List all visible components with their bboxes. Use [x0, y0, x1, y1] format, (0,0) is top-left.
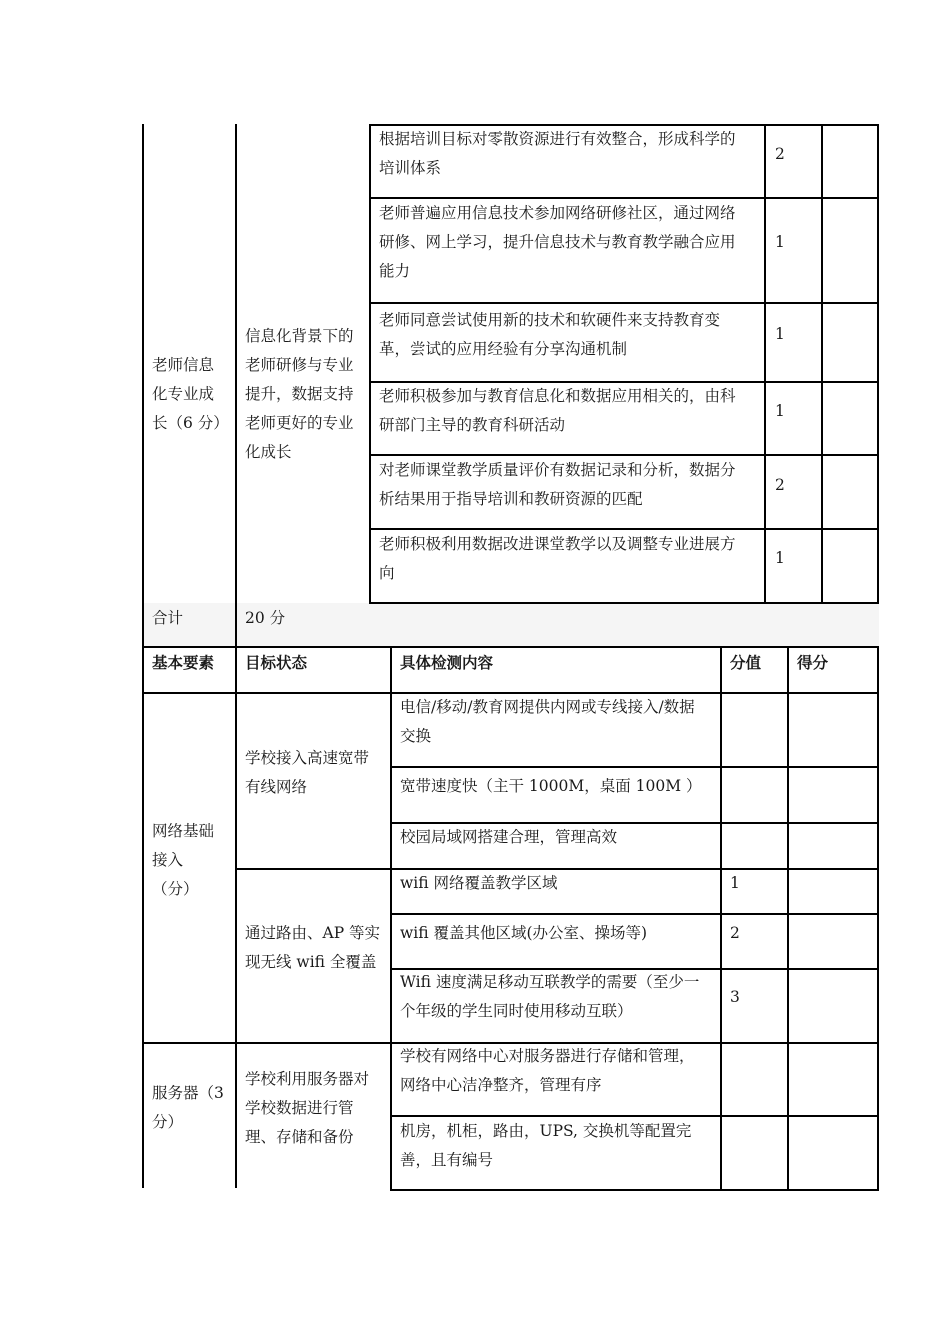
content-cell: [400, 1042, 695, 1100]
server-element-cell: [152, 1079, 224, 1137]
element-text-line: 分）: [152, 1113, 184, 1131]
target-text-line: 学校接入高速宽带: [245, 749, 370, 767]
content-line: 宽带速度快（主干 1000M，桌面 100M ）: [400, 777, 702, 795]
content-cell: [400, 1117, 691, 1175]
element-text-line: 服务器（3: [152, 1084, 224, 1102]
content-line: 网络中心洁净整齐，管理有序: [400, 1076, 602, 1094]
content-line: 交换: [400, 727, 432, 745]
target-text-line: 老师研修与专业: [245, 356, 354, 374]
content-line: 机房，机柜，路由，UPS, 交换机等配置完: [400, 1122, 692, 1140]
content-line: 培训体系: [379, 159, 442, 177]
score-cell: 1: [775, 233, 785, 251]
content-line: 电信/移动/教育网提供内网或专线接入/数据: [400, 698, 695, 716]
score-cell: 1: [775, 402, 785, 420]
score-cell: 1: [775, 549, 785, 567]
target-text-line: 学校利用服务器对: [245, 1070, 370, 1088]
content-line: 老师同意尝试使用新的技术和软硬件来支持教育变: [379, 311, 721, 329]
target-cell: [245, 322, 354, 467]
element-text-line: 长（6 分）: [152, 414, 229, 432]
target-text-line: 通过路由、AP 等实: [245, 924, 381, 942]
element-cell: [152, 351, 229, 438]
target-text-line: 化成长: [245, 443, 292, 461]
element-text-line: （分）: [152, 880, 199, 898]
content-line: 向: [379, 564, 395, 582]
content-line: 研修、网上学习，提升信息技术与教育教学融合应用: [379, 233, 736, 251]
network-element-cell: [152, 817, 214, 904]
content-line: 析结果用于指导培训和教研资源的匹配: [379, 490, 643, 508]
header-target: 目标状态: [245, 653, 308, 672]
header-content: 具体检测内容: [400, 653, 494, 672]
content-cell: [379, 199, 736, 286]
content-cell: [400, 693, 695, 751]
score-cell: 3: [730, 988, 740, 1006]
total-value: 20 分: [245, 609, 286, 627]
content-cell: [379, 530, 736, 588]
content-line: 老师积极参加与教育信息化和数据应用相关的，由科: [379, 387, 736, 405]
element-text-line: 化专业成: [152, 385, 215, 403]
content-line: 个年级的学生同时使用移动互联）: [400, 1002, 633, 1020]
header-got: 得分: [797, 653, 829, 672]
content-cell: [400, 772, 702, 801]
target-text-line: 学校数据进行管: [245, 1099, 354, 1117]
content-cell: [400, 919, 647, 948]
content-cell: [400, 823, 617, 852]
content-line: 研部门主导的教育科研活动: [379, 416, 566, 434]
score-cell: 2: [730, 924, 740, 942]
wireless-target-cell: [245, 919, 380, 977]
header-element: 基本要素: [152, 653, 215, 672]
header-score: 分值: [730, 653, 762, 672]
content-cell: [379, 306, 720, 364]
content-line: 善，且有编号: [400, 1151, 494, 1169]
content-cell: [379, 382, 736, 440]
content-cell: [400, 869, 558, 898]
score-cell: 1: [775, 325, 785, 343]
target-text-line: 现无线 wifi 全覆盖: [245, 953, 377, 971]
content-line: 学校有网络中心对服务器进行存储和管理，: [400, 1047, 695, 1065]
content-line: Wifi 速度满足移动互联教学的需要（至少一: [400, 973, 700, 991]
content-line: wifi 网络覆盖教学区域: [400, 874, 558, 892]
score-cell: 1: [730, 874, 740, 892]
content-line: 能力: [379, 262, 411, 280]
target-text-line: 提升，数据支持: [245, 385, 354, 403]
target-text-line: 信息化背景下的: [245, 327, 354, 345]
content-line: 校园局域网搭建合理，管理高效: [400, 828, 618, 846]
score-cell: 2: [775, 145, 785, 163]
wired-target-cell: [245, 744, 369, 802]
content-cell: [379, 125, 736, 183]
score-cell: 2: [775, 476, 785, 494]
target-text-line: 理、存储和备份: [245, 1128, 354, 1146]
content-line: 老师积极利用数据改进课堂教学以及调整专业进展方: [379, 535, 736, 553]
element-text-line: 接入: [152, 851, 184, 869]
element-text-line: 网络基础: [152, 822, 215, 840]
content-cell: [379, 456, 736, 514]
server-target-cell: [245, 1065, 369, 1152]
content-line: 对老师课堂教学质量评价有数据记录和分析，数据分: [379, 461, 736, 479]
content-cell: [400, 968, 699, 1026]
element-text-line: 老师信息: [152, 356, 215, 374]
content-line: 革，尝试的应用经验有分享沟通机制: [379, 340, 628, 358]
target-text-line: 老师更好的专业: [245, 414, 354, 432]
content-line: wifi 覆盖其他区域(办公室、操场等): [400, 924, 648, 942]
total-label: 合计: [152, 609, 184, 627]
content-line: 老师普遍应用信息技术参加网络研修社区，通过网络: [379, 204, 736, 222]
target-text-line: 有线网络: [245, 778, 308, 796]
content-line: 根据培训目标对零散资源进行有效整合，形成科学的: [379, 130, 736, 148]
